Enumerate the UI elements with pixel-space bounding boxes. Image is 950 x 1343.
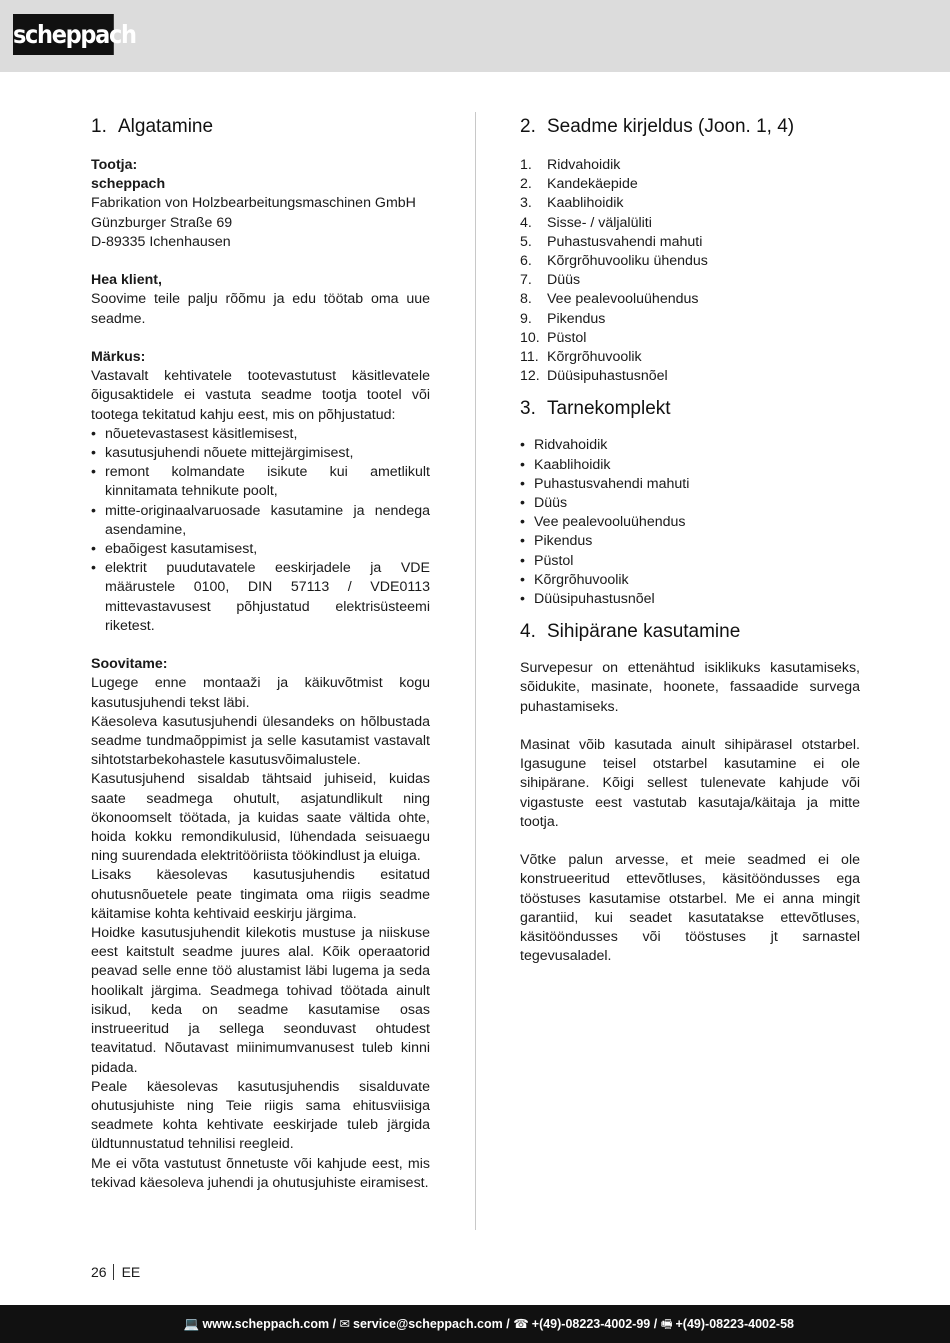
address-line: Fabrikation von Holzbearbeitungsmaschinen GmbH [91,195,416,212]
section-number: 4. [520,621,536,643]
list-item: • Düüs [520,494,860,513]
fax-number: +(49)-08223-4002-58 [675,1317,794,1331]
list-item: • Pikendus [520,532,860,551]
usage-paragraph: Survepesur on ettenähtud isiklikuks kasutamiseks, sõidukite, masinate, hoonete, fassaadide survega puhastamiseks. [520,660,860,715]
recommend-label: Soovitame: [91,656,168,673]
mail-icon: ✉ [339,1317,350,1331]
page-footer [91,1264,140,1280]
note-label: Märkus: [91,349,146,365]
footer-divider [113,1264,114,1280]
section-title: Algatamine [118,116,214,137]
parts-list [520,156,860,386]
recommend-paragraph: Peale käesolevas kasutusjuhendis sisalduvate ohutusjuhiste ning Teie riigis sama ehitusviisiga seadmete kohta kehtivate eeskirjade tuleb järgida üldtunnustatud tehnilisi reegleid. [91,1078,430,1153]
list-item: • ebaõigest kasutamisest, [91,540,430,559]
separator: / [650,1317,661,1331]
right-column [520,112,860,966]
list-item: • Püstol [520,552,860,571]
fax-icon: 🖷 [660,1317,673,1331]
phone-number: +(49)-08223-4002-99 [531,1317,651,1331]
note-list [91,425,430,636]
website-link[interactable]: www.scheppach.com [202,1317,330,1331]
list-item: 6. Kõrgrõhuvooliku ühendus [520,253,708,270]
list-item: 12. Düüsipuhastusnõel [520,368,668,385]
section-title: Tarnekomplekt [547,398,671,420]
list-item: 7. Düüs [520,272,581,289]
column-divider [475,112,476,1230]
manufacturer-name: scheppach [91,176,166,193]
section-title: Sihipärane kasutamine [547,621,741,643]
section-number: 2. [520,116,536,137]
contact-bar [0,1305,950,1343]
list-item: 2. Kandekäepide [520,176,638,193]
email-link[interactable]: service@scheppach.com [353,1317,503,1331]
page-number: 26 [91,1264,107,1280]
list-item: 11. Kõrgrõhuvoolik [520,349,642,366]
recommend-paragraph: Kasutusjuhend sisaldab tähtsaid juhiseid, kuidas saate seadmega ohutult, asjatundlikult ning ökonoomselt töötada, ja kuidas saate vältida ohte, hoida kokku remondikulusid, lühendada seisuaegu ning suurendada elektritööriista töökindlust ja eluiga. [91,771,430,865]
left-column [91,112,430,1193]
delivery-list [520,436,860,609]
list-item: 3. Kaablihoidik [520,195,624,212]
list-item: • Ridvahoidik [520,436,860,455]
list-item: 1. Ridvahoidik [520,157,621,173]
recommend-paragraph: Lugege enne montaaži ja käikuvõtmist kogu kasutusjuhendi tekst läbi. [91,675,430,711]
section-4-heading [520,617,860,647]
greeting-text: Soovime teile palju rõõmu ja edu töötab oma uue seadme. [91,291,430,327]
address-line: Günzburger Straße 69 [91,214,233,231]
recommend-paragraph: Me ei võta vastutust õnnetuste või kahjude eest, mis tekivad käesoleva juhendi ja ohutusjuhiste eiramisest. [91,1155,430,1191]
list-item: • Vee pealevooluühendus [520,513,860,532]
section-1-heading [91,112,430,142]
list-item: • elektrit puudutavatele eeskirjadele ja VDE määrustele 0100, DIN 57113 / VDE0113 mittevastavusest põhjustatud elektrisüsteemi riketest. [91,559,430,636]
list-item: 5. Puhastusvahendi mahuti [520,233,703,250]
recommend-paragraph: Lisaks käesolevas kasutusjuhendis esitatud ohutusnõuetele peate tingimata oma riigis seadme käitamise kohta kehtivaid eeskirju järgima. [91,867,430,922]
section-3-heading [520,394,860,424]
header-bar [0,0,950,72]
address-line: D-89335 Ichenhausen [91,233,231,250]
section-title: Seadme kirjeldus (Joon. 1, 4) [547,116,795,137]
usage-paragraph: Masinat võib kasutada ainult sihipärasel otstarbel. Igasugune teisel otstarbel kasutamine ei ole sihipärane. Kõigi sellest tulenevate kahjude või vigastuste eest vastutab kasutaja/käitaja ja mitte tootja. [520,737,860,830]
usage-paragraph: Võtke palun arvesse, et meie seadmed ei ole konstrueeritud ettevõtluses, käsitööndusses ega tööstuses kasutamise otstarbel. Me ei anna mingit garantiid, kui seadet kasutatakse ettevõtluses, käsitööndusses või tööstuses jt sarnastel tegevusaladel. [520,852,860,965]
list-item: • Puhastusvahendi mahuti [520,475,860,494]
manufacturer-label: Tootja: [91,157,138,173]
list-item: • mitte-originaalvaruosade kasutamine ja nendega asendamine, [91,502,430,540]
list-item: • kasutusjuhendi nõuete mittejärgimisest, [91,444,430,463]
section-number: 3. [520,398,536,420]
list-item: • Düüsipuhastusnõel [520,590,860,609]
recommend-paragraph: Hoidke kasutusjuhendit kilekotis mustuse ja niiskuse eest kaitstult seadme juures alal. Kõik operaatorid peavad selle enne töö alustamist läbi lugema ja seda hoolikalt järgima. Seadmega tohivad töötada ainult isikud, keda on seadme kasutamise osas instrueeritud ja sellega seonduvast ohtudest teavitatud. Nõutavast miinimumvanusest tuleb kinni pidada. [91,925,430,1076]
separator: / [502,1317,514,1331]
section-number: 1. [91,116,107,137]
list-item: 8. Vee pealevooluühendus [520,291,699,308]
language-code: EE [121,1264,141,1280]
note-text: Vastavalt kehtivatele tootevastutust käsitlevatele õigusaktidele ei vastuta seadme tootja tootel või tootega tekitatud kahju eest, mis on põhjustatud: [91,368,430,423]
greeting-label: Hea klient, [91,272,162,289]
phone-icon: ☎ [513,1317,529,1331]
computer-icon: 💻 [183,1317,200,1331]
scheppach-logo: scheppach [13,14,114,55]
list-item: • remont kolmandate isikute kui ametlikult kinnitamata tehnikute poolt, [91,463,430,501]
list-item: • Kaablihoidik [520,456,860,475]
list-item: • nõuetevastasest käsitlemisest, [91,425,430,444]
separator: / [329,1317,340,1331]
section-2-heading [520,112,860,142]
list-item: 10. Püstol [520,329,587,346]
list-item: 4. Sisse- / väljalüliti [520,214,652,231]
list-item: • Kõrgrõhuvoolik [520,571,860,590]
list-item: 9. Pikendus [520,310,606,327]
recommend-paragraph: Käesoleva kasutusjuhendi ülesandeks on hõlbustada seadme tundmaõppimist ja selle kasutamist vastavalt sihtotstarbekohastele kasutusvõimalustele. [91,713,430,769]
